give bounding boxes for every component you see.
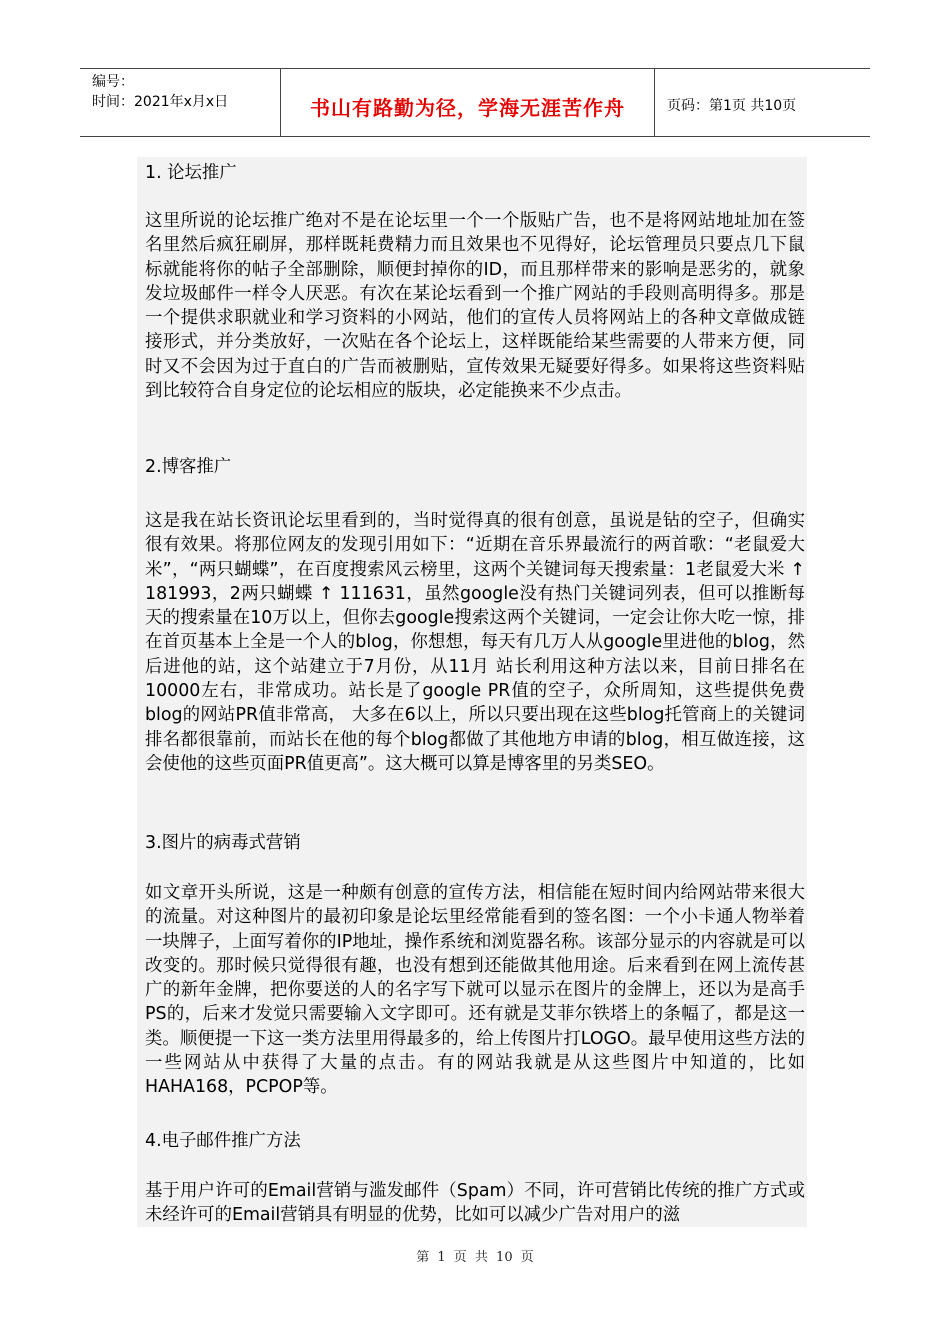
section-heading: 3.图片的病毒式营销 bbox=[145, 833, 301, 853]
header-motto: 书山有路勤为径，学海无涯苦作舟 bbox=[310, 96, 625, 120]
header-page-cell bbox=[655, 69, 870, 136]
section-heading: 4.电子邮件推广方法 bbox=[145, 1131, 301, 1151]
header-page-info: 页码：第1页 共10页 bbox=[667, 98, 797, 114]
section-heading: 1. 论坛推广 bbox=[145, 163, 237, 183]
page-footer: 第 1 页 共 10 页 bbox=[416, 1250, 534, 1265]
header-motto-cell bbox=[281, 69, 655, 136]
page-header bbox=[80, 68, 870, 137]
document-body bbox=[137, 157, 807, 1227]
section-paragraph: 这是我在站长资讯论坛里看到的，当时觉得真的很有创意，虽说是钻的空子，但确实很有效果。将那位网友的发现引用如下：“近期在音乐界最流行的两首歌：“老鼠爱大米”，“两只蝴蝶”，在百度搜索风云榜里，这两个关键词每天搜索量：1老鼠爱大米 ↑ 181993，2两只蝴蝶 ↑ 111631，虽然google没有热门关键词列表，但可以推断每天的搜索量在10万以上，但你去google搜索这两个关键词，一定会让你大吃一惊，排在首页基本上全是一个人的blog，你想想，每天有几万人从google里进他的blog，然后进他的站，这个站建立于7月份，从11月 站长利用这种方法以来，目前日排名在10000左右，非常成功。站长是了google PR值的空子，众所周知，这些提供免费blog的网站PR值非常高， 大多在6以上，所以只要出现在这些blog托管商上的关键词排名都很靠前，而站长在他的每个blog都做了其他地方申请的blog，相互做连接，这会使他的这些页面PR值更高”。这大概可以算是博客里的另类SEO。 bbox=[145, 511, 805, 774]
section-paragraph: 如文章开头所说，这是一种颇有创意的宣传方法，相信能在短时间内给网站带来很大的流量。对这种图片的最初印象是论坛里经常能看到的签名图：一个小卡通人物举着一块牌子，上面写着你的IP地址，操作系统和浏览器名称。该部分显示的内容就是可以改变的。那时候只觉得很有趣，也没有想到还能做其他用途。后来看到在网上流传甚广的新年金牌，把你要送的人的名字写下就可以显示在图片的金牌上，还以为是高手PS的，后来才发觉只需要输入文字即可。还有就是艾菲尔铁塔上的条幅了，都是这一类。顺便提一下这一类方法里用得最多的，给上传图片打LOGO。最早使用这些方法的一些网站从中获得了大量的点击。有的网站我就是从这些图片中知道的，比如HAHA168，PCPOP等。 bbox=[145, 883, 805, 1098]
header-meta-cell bbox=[80, 69, 281, 136]
section-paragraph: 基于用户许可的Email营销与滥发邮件（Spam）不同，许可营销比传统的推广方式或未经许可的Email营销具有明显的优势，比如可以减少广告对用户的滋 bbox=[145, 1181, 805, 1226]
document-time-label: 时间：2021年x月x日 bbox=[92, 94, 229, 110]
section-paragraph: 这里所说的论坛推广绝对不是在论坛里一个一个版贴广告，也不是将网站地址加在签名里然后疯狂刷屏，那样既耗费精力而且效果也不见得好，论坛管理员只要点几下鼠标就能将你的帖子全部删除，顺便封掉你的ID，而且那样带来的影响是恶劣的，就象发垃圾邮件一样令人厌恶。有次在某论坛看到一个推广网站的手段则高明得多。那是一个提供求职就业和学习资料的小网站，他们的宣传人员将网站上的各种文章做成链接形式，并分类放好，一次贴在各个论坛上，这样既能给某些需要的人带来方便，同时又不会因为过于直白的广告而被删贴，宣传效果无疑要好得多。如果将这些资料贴到比较符合自身定位的论坛相应的版块，必定能换来不少点击。 bbox=[145, 211, 805, 402]
document-number-label: 编号： bbox=[92, 74, 134, 90]
section-heading: 2.博客推广 bbox=[145, 457, 232, 477]
